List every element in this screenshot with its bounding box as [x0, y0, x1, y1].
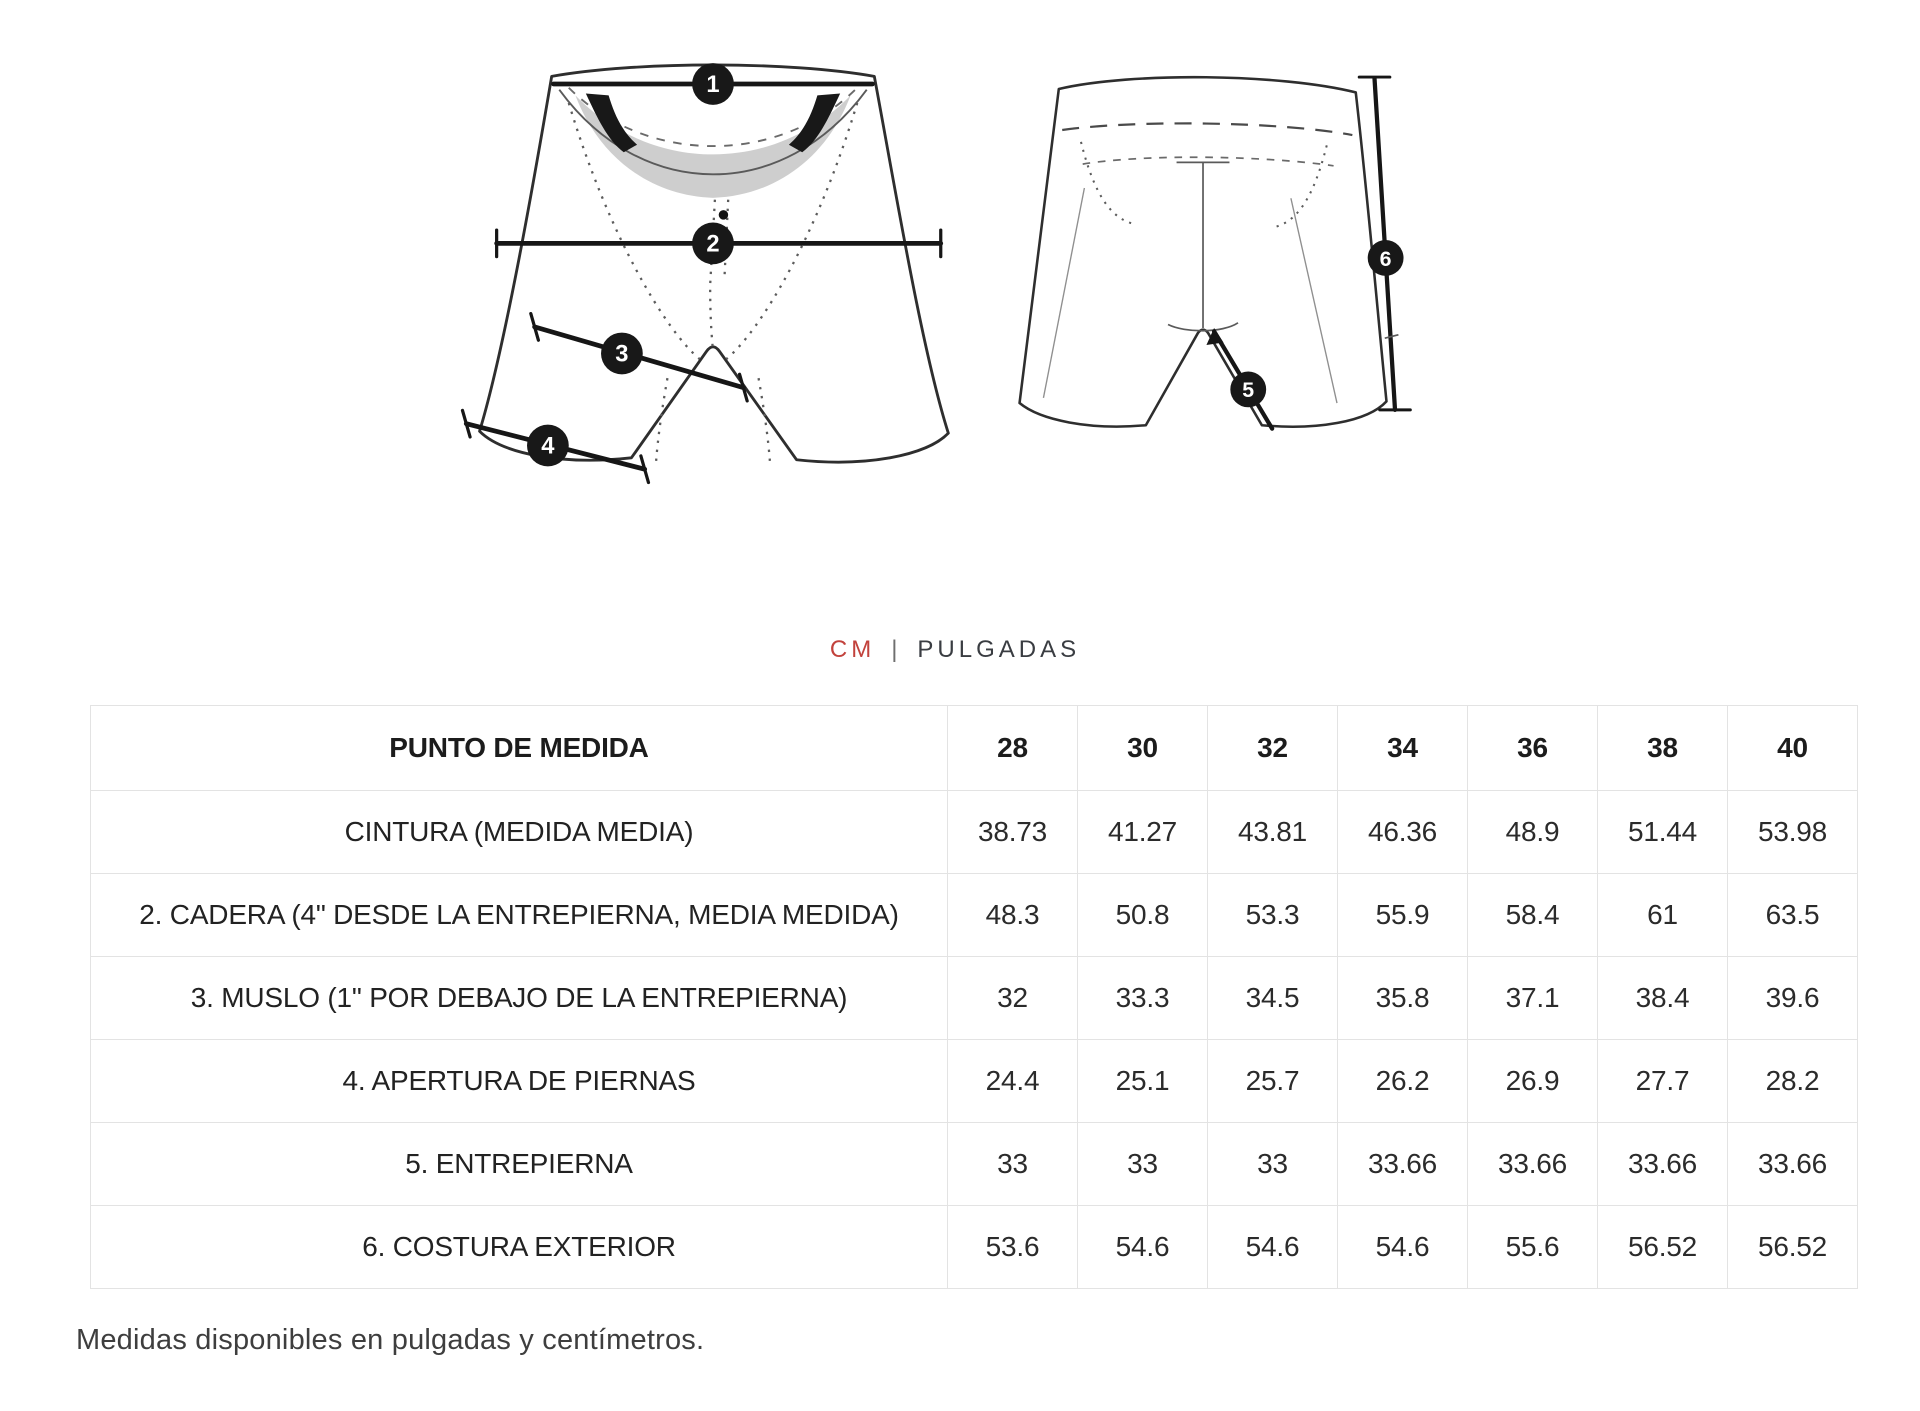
cell-value: 58.4 — [1468, 874, 1598, 957]
svg-text:3: 3 — [615, 341, 629, 368]
size-table — [90, 705, 1858, 1289]
table-header-row — [91, 706, 1858, 791]
cell-value: 61 — [1598, 874, 1728, 957]
cell-value: 26.2 — [1338, 1040, 1468, 1123]
cell-value: 53.6 — [948, 1206, 1078, 1289]
availability-note: Medidas disponibles en pulgadas y centímetros. — [76, 1324, 705, 1356]
measure-marker-3 — [601, 333, 643, 375]
cell-value: 46.36 — [1338, 791, 1468, 874]
cell-value: 33 — [948, 1123, 1078, 1206]
column-header-size-32: 32 — [1208, 706, 1338, 791]
snap-button-top — [719, 210, 728, 219]
cell-value: 34.5 — [1208, 957, 1338, 1040]
cell-value: 38.73 — [948, 791, 1078, 874]
cell-value: 63.5 — [1728, 874, 1858, 957]
cell-value: 33.66 — [1598, 1123, 1728, 1206]
cell-value: 33.66 — [1468, 1123, 1598, 1206]
measure-marker-6 — [1368, 240, 1404, 276]
cell-value: 33.66 — [1338, 1123, 1468, 1206]
svg-text:6: 6 — [1379, 246, 1392, 271]
row-label: 5. ENTREPIERNA — [91, 1123, 948, 1206]
cell-value: 43.81 — [1208, 791, 1338, 874]
cell-value: 56.52 — [1728, 1206, 1858, 1289]
cell-value: 55.6 — [1468, 1206, 1598, 1289]
row-label: 2. CADERA (4" DESDE LA ENTREPIERNA, MEDIA MEDIDA) — [91, 874, 948, 957]
cell-value: 32 — [948, 957, 1078, 1040]
svg-text:5: 5 — [1242, 378, 1255, 403]
cell-value: 55.9 — [1338, 874, 1468, 957]
cell-value: 25.7 — [1208, 1040, 1338, 1123]
unit-toggle-pulgadas[interactable]: PULGADAS — [917, 636, 1081, 663]
measure-marker-1 — [692, 63, 734, 105]
row-label: 3. MUSLO (1" POR DEBAJO DE LA ENTREPIERNA) — [91, 957, 948, 1040]
cell-value: 25.1 — [1078, 1040, 1208, 1123]
cell-value: 48.9 — [1468, 791, 1598, 874]
cell-value: 39.6 — [1728, 957, 1858, 1040]
table-row-cadera — [91, 874, 1858, 957]
shorts-back-view-sketch — [999, 60, 1413, 444]
cell-value: 33 — [1078, 1123, 1208, 1206]
cell-value: 27.7 — [1598, 1040, 1728, 1123]
cell-value: 53.3 — [1208, 874, 1338, 957]
row-label: 4. APERTURA DE PIERNAS — [91, 1040, 948, 1123]
column-header-size-30: 30 — [1078, 706, 1208, 791]
cell-value: 56.52 — [1598, 1206, 1728, 1289]
cell-value: 35.8 — [1338, 957, 1468, 1040]
row-label: CINTURA (MEDIDA MEDIA) — [91, 791, 948, 874]
measure-marker-5 — [1230, 371, 1266, 407]
table-row-cintura — [91, 791, 1858, 874]
cell-value: 26.9 — [1468, 1040, 1598, 1123]
cell-value: 54.6 — [1208, 1206, 1338, 1289]
svg-text:4: 4 — [541, 433, 555, 460]
unit-toggle — [0, 636, 1915, 664]
measure-marker-2 — [692, 223, 734, 265]
unit-toggle-separator: | — [891, 636, 902, 663]
cell-value: 54.6 — [1338, 1206, 1468, 1289]
cell-value: 53.98 — [1728, 791, 1858, 874]
cell-value: 24.4 — [948, 1040, 1078, 1123]
column-header-measure-point: PUNTO DE MEDIDA — [91, 706, 948, 791]
shorts-back-view-wrap — [999, 60, 1413, 444]
cell-value: 33 — [1208, 1123, 1338, 1206]
cell-value: 28.2 — [1728, 1040, 1858, 1123]
cell-value: 33.3 — [1078, 957, 1208, 1040]
cell-value: 50.8 — [1078, 874, 1208, 957]
cell-value: 54.6 — [1078, 1206, 1208, 1289]
shorts-front-view-sketch — [447, 46, 979, 492]
cell-value: 33.66 — [1728, 1123, 1858, 1206]
unit-toggle-cm[interactable]: CM — [829, 636, 876, 663]
column-header-size-40: 40 — [1728, 706, 1858, 791]
table-row-entrepierna — [91, 1123, 1858, 1206]
cell-value: 48.3 — [948, 874, 1078, 957]
table-row-muslo — [91, 957, 1858, 1040]
column-header-size-34: 34 — [1338, 706, 1468, 791]
column-header-size-38: 38 — [1598, 706, 1728, 791]
cell-value: 38.4 — [1598, 957, 1728, 1040]
column-header-size-36: 36 — [1468, 706, 1598, 791]
cell-value: 37.1 — [1468, 957, 1598, 1040]
cell-value: 41.27 — [1078, 791, 1208, 874]
table-row-costura — [91, 1206, 1858, 1289]
row-label: 6. COSTURA EXTERIOR — [91, 1206, 948, 1289]
cell-value: 51.44 — [1598, 791, 1728, 874]
table-row-apertura — [91, 1040, 1858, 1123]
column-header-size-28: 28 — [948, 706, 1078, 791]
measure-marker-4 — [527, 425, 569, 467]
svg-text:1: 1 — [706, 71, 720, 98]
shorts-measurement-diagram — [0, 46, 1890, 492]
svg-text:2: 2 — [706, 231, 720, 258]
